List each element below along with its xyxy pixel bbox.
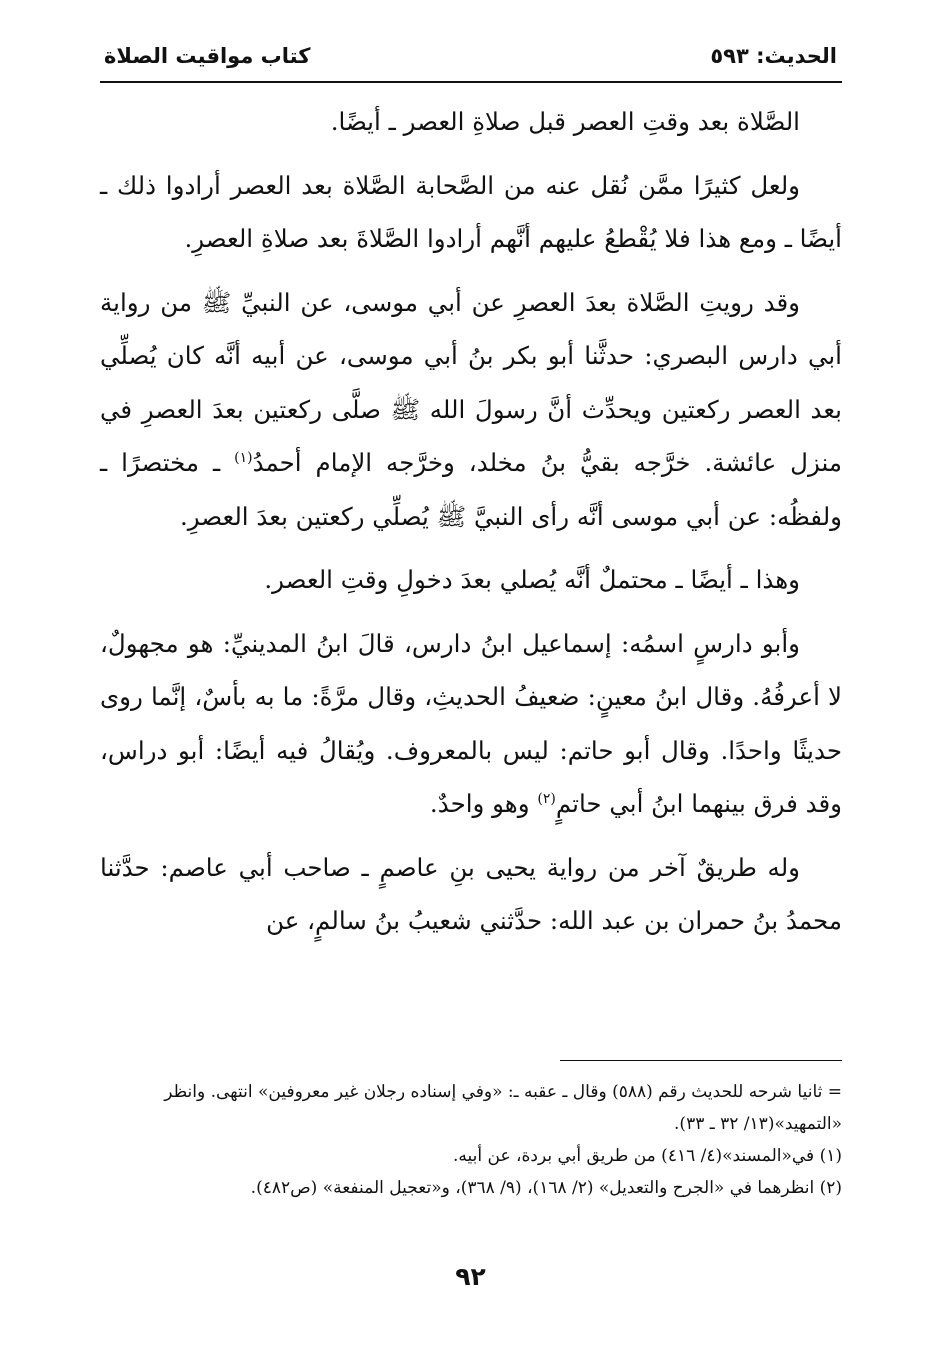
paragraph bbox=[100, 276, 842, 544]
chapter-title: كتاب مواقيت الصلاة bbox=[104, 44, 311, 68]
paragraph-text: ـ مختصرًا ـ ولفظُه: عن أبي موسى أنَّه رأى النبيَّ ﷺ يُصلِّي ركعتين بعدَ العصرِ. bbox=[100, 448, 842, 531]
paragraph: وهذا ـ أيضًا ـ محتملٌ أنَّه يُصلي بعدَ دخولِ وقتِ العصر. bbox=[264, 565, 800, 594]
hadith-reference: الحديث: ٥٩٣ bbox=[710, 44, 837, 68]
footnote-separator bbox=[560, 1060, 842, 1061]
footnote-marker: (٢) bbox=[537, 790, 556, 807]
footnotes bbox=[100, 1076, 842, 1204]
paragraph-text: وقد رويتِ الصَّلاة بعدَ العصرِ عن أبي موسى، عن النبيِّ ﷺ من رواية أبي دارس البصري: حدثَّنا أبو بكر بنُ أبي موسى، عن أبيه أنَّه كان يُصلِّي بعد العصر ركعتين ويحدِّث أنَّ رسولَ الله ﷺ صلَّى ركعتين بعدَ العصرِ في منزل عائشة. خرَّجه بقيُّ بنُ مخلد، وخرَّجه الإمام أحمدُ bbox=[100, 287, 842, 477]
paragraph bbox=[100, 617, 842, 831]
footnote: (١) في«المسند»(٤/ ٤١٦) من طريق أبي بردة، عن أبيه. bbox=[453, 1146, 842, 1166]
main-text bbox=[100, 95, 842, 948]
footnote-marker: (١) bbox=[234, 449, 253, 466]
header-rule bbox=[100, 81, 842, 83]
paragraph: الصَّلاة بعد وقتِ العصر قبل صلاةِ العصر ـ أيضًا. bbox=[330, 107, 800, 136]
paragraph: ولعل كثيرًا ممَّن نُقل عنه من الصَّحابة الصَّلاة بعد العصر أرادوا ذلك ـ أيضًا ـ ومع هذا فلا يُقْطعُ عليهم أنَّهم أرادوا الصَّلاةَ بعد صلاةِ العصرِ. bbox=[100, 170, 842, 253]
footnote: (٢) انظرهما في «الجرح والتعديل» (٢/ ١٦٨)، (٩/ ٣٦٨)، و«تعجيل المنفعة» (ص٤٨٢). bbox=[250, 1178, 842, 1198]
paragraph: وله طريقٌ آخر من رواية يحيى بنِ عاصمٍ ـ صاحب أبي عاصم: حدَّثنا محمدُ بنُ حمران بن عبد الله: حدَّثني شعيبُ بنُ سالمٍ، عن bbox=[100, 852, 842, 935]
footnote: = ثانيا شرحه للحديث رقم (٥٨٨) وقال ـ عقبه ـ: «وفي إسناده رجلان غير معروفين» انتهى. وانظر «التمهيد»(١٣/ ٣٢ ـ ٣٣). bbox=[164, 1082, 842, 1134]
page-number: ٩٢ bbox=[455, 1262, 486, 1291]
paragraph-text: وأبو دارسٍ اسمُه: إسماعيل ابنُ دارس، قالَ ابنُ المدينيِّ: هو مجهولٌ، لا أعرفُهُ. وقال ابنُ معينٍ: ضعيفُ الحديثِ، وقال مرَّةً: ما به بأسٌ، إنَّما روى حديثًا واحدًا. وقال أبو حاتم: ليس بالمعروف. ويُقالُ فيه أيضًا: أبو دراس، وقد فرق بينهما ابنُ أبي حاتمٍ bbox=[100, 628, 842, 818]
paragraph-text: وهو واحدٌ. bbox=[429, 789, 530, 818]
